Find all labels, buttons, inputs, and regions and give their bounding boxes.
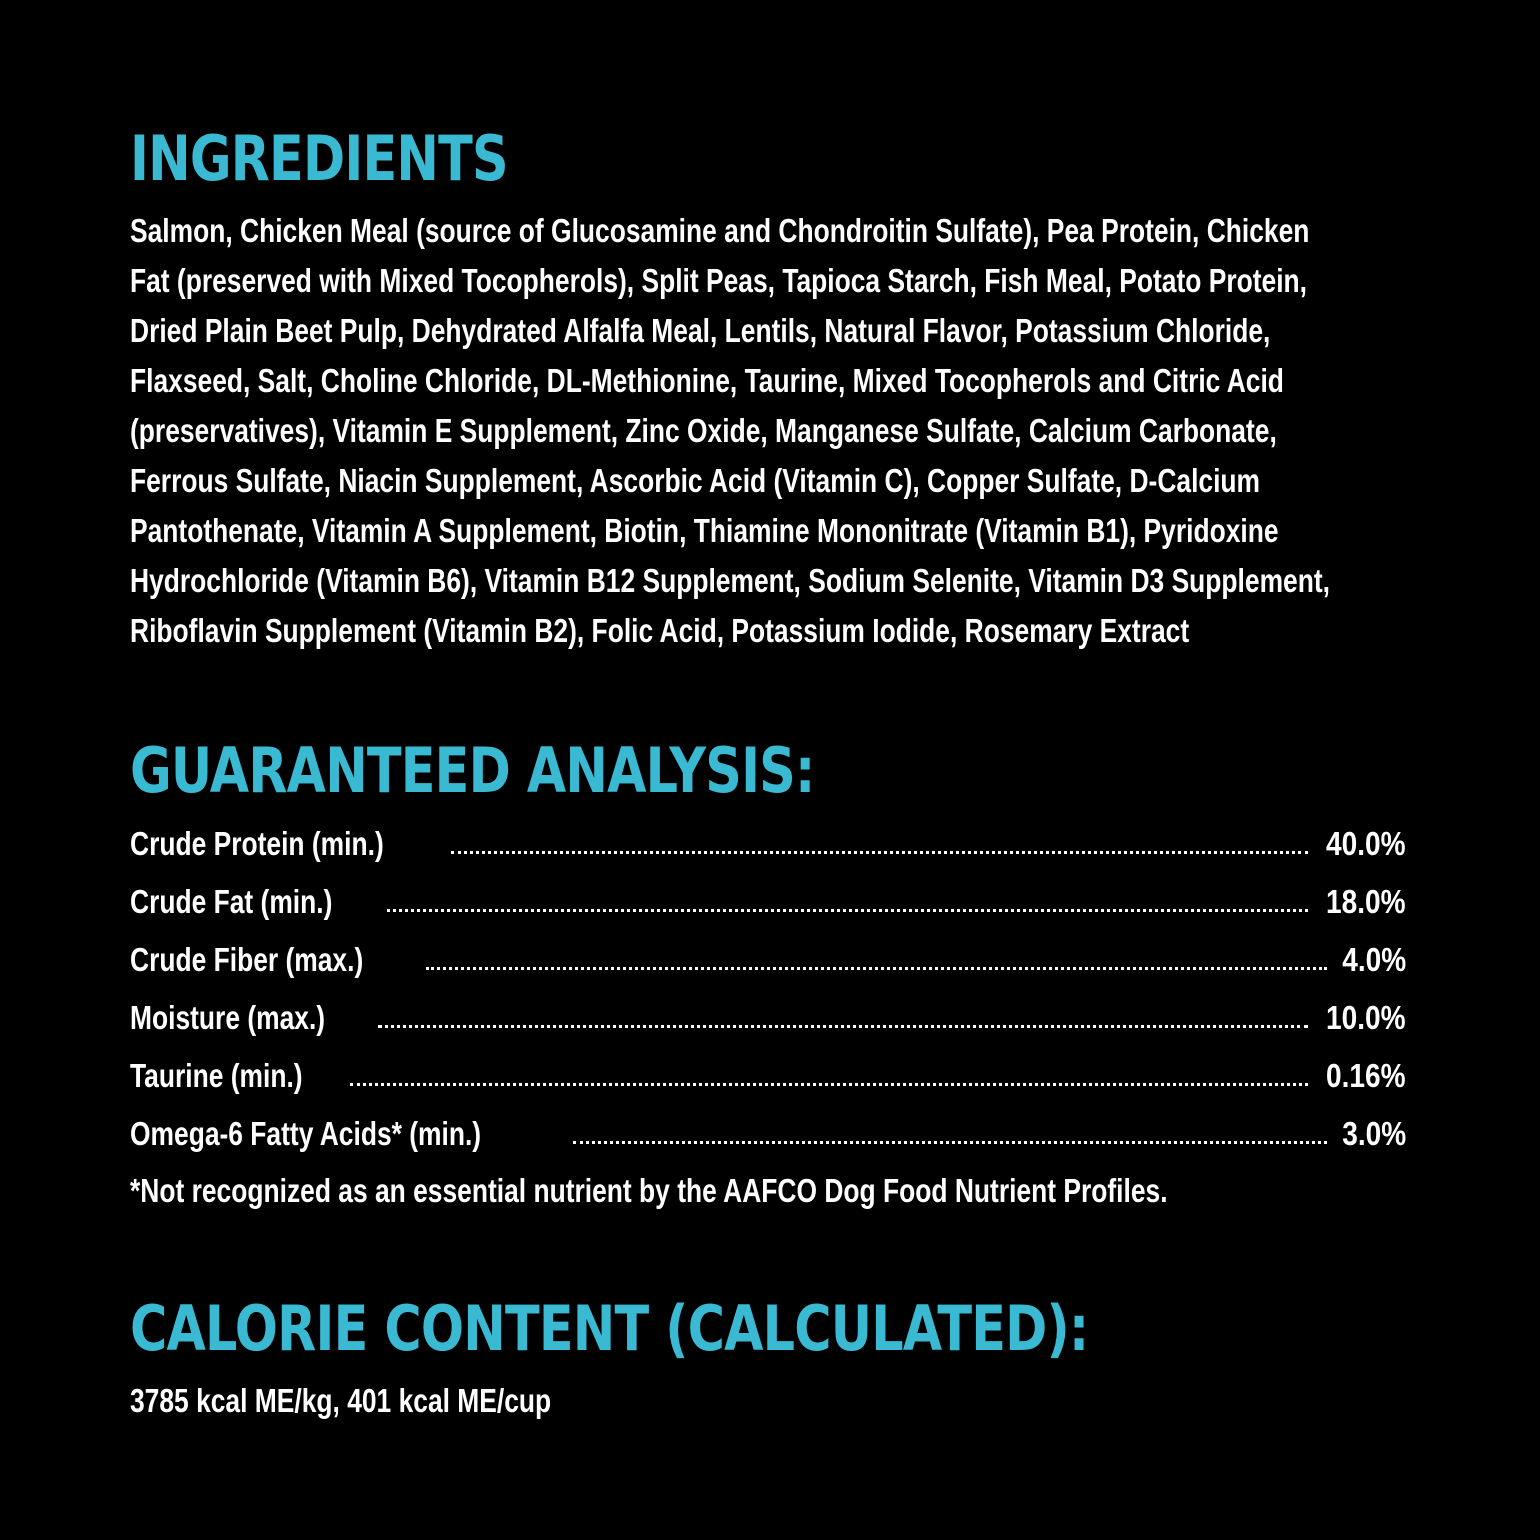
guaranteed-analysis-heading: GUARANTEED ANALYSIS: — [130, 734, 815, 807]
analysis-value: 18.0% — [1326, 883, 1406, 920]
ingredients-line: Dried Plain Beet Pulp, Dehydrated Alfalfa Meal, Lentils, Natural Flavor, Potassium Chloride, — [130, 312, 1271, 349]
analysis-row — [130, 820, 1406, 860]
ingredients-line: Hydrochloride (Vitamin B6), Vitamin B12 Supplement, Sodium Selenite, Vitamin D3 Supplement, — [130, 562, 1330, 599]
ingredients-line: Fat (preserved with Mixed Tocopherols), Split Peas, Tapioca Starch, Fish Meal, Potato Protein, — [130, 262, 1307, 299]
analysis-value: 4.0% — [1342, 941, 1406, 978]
dot-leader — [387, 909, 1308, 912]
analysis-label: Moisture (max.) — [130, 999, 326, 1036]
analysis-row — [130, 936, 1406, 976]
ingredients-heading: INGREDIENTS — [130, 122, 508, 195]
dot-leader — [426, 967, 1327, 970]
ingredients-line: Salmon, Chicken Meal (source of Glucosamine and Chondroitin Sulfate), Pea Protein, Chicken — [130, 212, 1310, 249]
analysis-label: Crude Protein (min.) — [130, 825, 384, 862]
analysis-row — [130, 994, 1406, 1034]
dot-leader — [573, 1141, 1327, 1144]
analysis-label: Omega-6 Fatty Acids* (min.) — [130, 1115, 482, 1152]
analysis-value: 10.0% — [1326, 999, 1406, 1036]
dot-leader — [378, 1025, 1309, 1028]
analysis-label: Crude Fat (min.) — [130, 883, 333, 920]
calorie-content-heading: CALORIE CONTENT (CALCULATED): — [130, 1292, 1089, 1365]
analysis-row — [130, 878, 1406, 918]
ingredients-line: Riboflavin Supplement (Vitamin B2), Folic Acid, Potassium Iodide, Rosemary Extract — [130, 612, 1190, 649]
analysis-footnote: *Not recognized as an essential nutrient by the AAFCO Dog Food Nutrient Profiles. — [130, 1172, 1168, 1209]
ingredients-line: Flaxseed, Salt, Choline Chloride, DL-Methionine, Taurine, Mixed Tocopherols and Citric Acid — [130, 362, 1284, 399]
dot-leader — [451, 851, 1308, 854]
analysis-value: 0.16% — [1326, 1057, 1406, 1094]
analysis-value: 40.0% — [1326, 825, 1406, 862]
analysis-label: Crude Fiber (max.) — [130, 941, 364, 978]
ingredients-line: (preservatives), Vitamin E Supplement, Zinc Oxide, Manganese Sulfate, Calcium Carbonate, — [130, 412, 1277, 449]
ingredients-line: Ferrous Sulfate, Niacin Supplement, Ascorbic Acid (Vitamin C), Copper Sulfate, D-Calcium — [130, 462, 1261, 499]
analysis-row — [130, 1052, 1406, 1092]
ingredients-line: Pantothenate, Vitamin A Supplement, Biotin, Thiamine Mononitrate (Vitamin B1), Pyridoxine — [130, 512, 1279, 549]
analysis-value: 3.0% — [1342, 1115, 1406, 1152]
analysis-row — [130, 1110, 1406, 1150]
calorie-content-text: 3785 kcal ME/kg, 401 kcal ME/cup — [130, 1382, 552, 1419]
dot-leader — [350, 1083, 1309, 1086]
analysis-label: Taurine (min.) — [130, 1057, 303, 1094]
